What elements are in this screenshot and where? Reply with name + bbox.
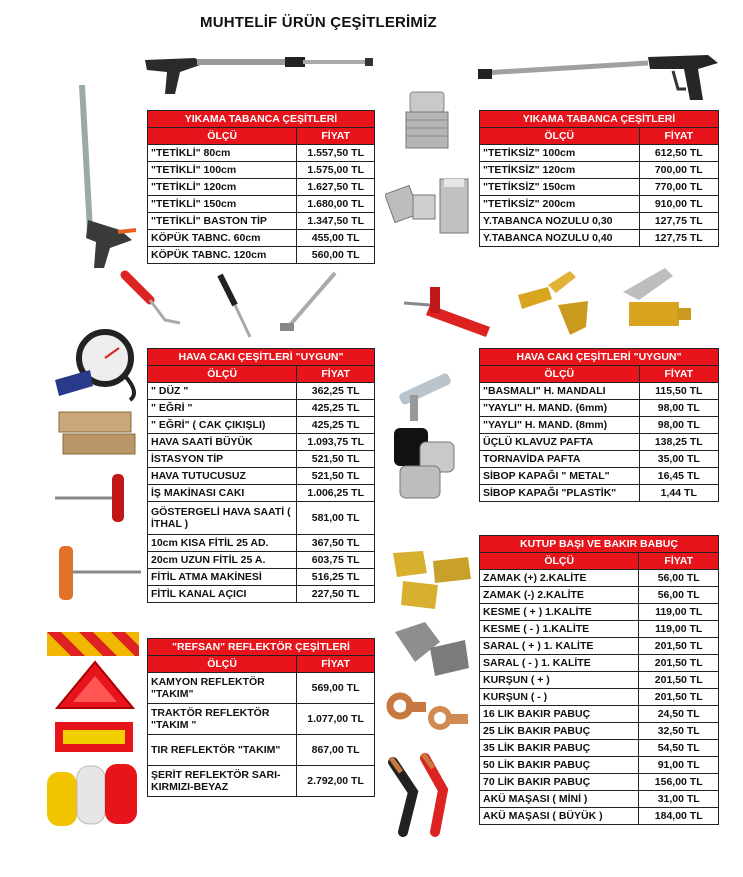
table-title: YIKAMA TABANCA ÇEŞİTLERİ [148, 111, 375, 128]
product-name: "YAYLI" H. MAND. (6mm) [480, 400, 640, 417]
page-title: MUHTELİF ÜRÜN ÇEŞİTLERİMİZ [200, 14, 437, 31]
table-row [148, 196, 375, 213]
product-name: AKÜ MAŞASI ( BÜYÜK ) [480, 808, 639, 825]
product-price: 1,44 TL [639, 485, 718, 502]
product-price: 119,00 TL [639, 604, 719, 621]
table-row [480, 621, 719, 638]
product-price: 16,45 TL [639, 468, 718, 485]
product-price: 127,75 TL [639, 230, 718, 247]
table-row [480, 383, 719, 400]
reflector-icon [47, 632, 142, 658]
table-title: "REFSAN" REFLEKTÖR ÇEŞİTLERİ [148, 639, 375, 656]
product-price: 425,25 TL [297, 417, 375, 434]
product-price: 201,50 TL [639, 638, 719, 655]
product-name: HAVA SAATİ BÜYÜK [148, 434, 297, 451]
product-price: 1.347,50 TL [297, 213, 375, 230]
product-name: "TETİKLİ" 150cm [148, 196, 297, 213]
table-row [148, 535, 375, 552]
product-name: SARAL ( - ) 1. KALİTE [480, 655, 639, 672]
product-price: 31,00 TL [639, 791, 719, 808]
column-header-price: FİYAT [297, 366, 375, 383]
table-row [480, 791, 719, 808]
product-name: "TETİKSİZ" 200cm [480, 196, 640, 213]
product-price: 910,00 TL [639, 196, 718, 213]
product-name: "TETİKSİZ" 150cm [480, 179, 640, 196]
reflective-tape-icon [45, 760, 140, 830]
product-name: HAVA TUTUCUSUZ [148, 468, 297, 485]
product-name: SİBOP KAPAĞI " METAL" [480, 468, 640, 485]
valve-tool-icon [390, 355, 460, 425]
product-name: KURŞUN ( + ) [480, 672, 639, 689]
product-name: 35 LİK BAKIR PABUÇ [480, 740, 639, 757]
air-chuck-price-table [147, 348, 375, 603]
product-price: 560,00 TL [297, 247, 375, 264]
product-price: 1.077,00 TL [297, 704, 375, 735]
product-price: 569,00 TL [297, 673, 375, 704]
table-row [480, 570, 719, 587]
valve-tool-icon [400, 285, 495, 340]
reflector-icon [55, 660, 135, 710]
table-row [480, 400, 719, 417]
product-price: 201,50 TL [639, 672, 719, 689]
insert-tool-icon [50, 470, 140, 525]
insert-tool-icon [55, 540, 145, 602]
product-price: 115,50 TL [639, 383, 718, 400]
product-name: FİTİL KANAL AÇICI [148, 586, 297, 603]
product-price: 156,00 TL [639, 774, 719, 791]
column-header-size: ÖLÇÜ [148, 656, 297, 673]
product-name: İSTASYON TİP [148, 451, 297, 468]
table-row [148, 383, 375, 400]
table-row [480, 179, 719, 196]
product-name: Y.TABANCA NOZULU 0,30 [480, 213, 640, 230]
column-header-size: ÖLÇÜ [480, 553, 639, 570]
table-row [148, 213, 375, 230]
table-row [148, 400, 375, 417]
product-price: 1.627,50 TL [297, 179, 375, 196]
column-header-price: FİYAT [297, 656, 375, 673]
table-row [480, 145, 719, 162]
product-price: 521,50 TL [297, 468, 375, 485]
repair-string-icon [55, 408, 140, 458]
reflector-icon [55, 722, 135, 754]
table-row [480, 638, 719, 655]
product-name: AKÜ MAŞASI ( MİNİ ) [480, 791, 639, 808]
column-header-size: ÖLÇÜ [480, 128, 640, 145]
product-name: TIR REFLEKTÖR "TAKIM" [148, 735, 297, 766]
product-price: 867,00 TL [297, 735, 375, 766]
table-title: HAVA CAKI ÇEŞİTLERİ "UYGUN" [480, 349, 719, 366]
nozzle-icon [385, 175, 480, 245]
product-name: "TETİKLİ" 80cm [148, 145, 297, 162]
table-row [148, 179, 375, 196]
product-name: " DÜZ " [148, 383, 297, 400]
product-name: " EĞRİ " [148, 400, 297, 417]
product-price: 2.792,00 TL [297, 766, 375, 797]
air-chuck-icon [508, 265, 603, 340]
product-price: 521,50 TL [297, 451, 375, 468]
spray-gun-icon [135, 50, 375, 105]
column-header-price: FİYAT [639, 553, 719, 570]
product-price: 32,50 TL [639, 723, 719, 740]
table-row [148, 451, 375, 468]
product-name: TORNAVİDA PAFTA [480, 451, 640, 468]
product-name: KÖPÜK TABNC. 60cm [148, 230, 297, 247]
table-row [148, 704, 375, 735]
product-name: "TETİKLİ" 120cm [148, 179, 297, 196]
wash-gun-triggerless-price-table [479, 110, 719, 247]
product-price: 184,00 TL [639, 808, 719, 825]
table-row [480, 468, 719, 485]
product-name: "TETİKLİ" 100cm [148, 162, 297, 179]
table-title: YIKAMA TABANCA ÇEŞİTLERİ [480, 111, 719, 128]
copper-lug-icon [382, 688, 477, 746]
product-price: 1.093,75 TL [297, 434, 375, 451]
product-price: 35,00 TL [639, 451, 718, 468]
table-row [148, 417, 375, 434]
table-row [480, 230, 719, 247]
reflector-price-table [147, 638, 375, 797]
product-price: 201,50 TL [639, 655, 719, 672]
product-name: " EĞRİ" ( CAK ÇIKIŞLI) [148, 417, 297, 434]
table-row [480, 672, 719, 689]
table-row [148, 434, 375, 451]
wash-gun-price-table [147, 110, 375, 264]
table-row [148, 552, 375, 569]
product-name: Y.TABANCA NOZULU 0,40 [480, 230, 640, 247]
product-price: 1.006,25 TL [297, 485, 375, 502]
tire-inflator-icon [45, 318, 150, 403]
column-header-price: FİYAT [639, 128, 718, 145]
product-name: SİBOP KAPAĞI "PLASTİK" [480, 485, 640, 502]
column-header-size: ÖLÇÜ [148, 128, 297, 145]
product-name: 20cm UZUN FİTİL 25 A. [148, 552, 297, 569]
battery-terminal-price-table [479, 535, 719, 825]
table-row [480, 485, 719, 502]
table-row [480, 808, 719, 825]
product-price: 201,50 TL [639, 689, 719, 706]
battery-terminal-icon [383, 543, 478, 613]
product-name: ÜÇLÜ KLAVUZ PAFTA [480, 434, 640, 451]
product-name: KAMYON REFLEKTÖR "TAKIM" [148, 673, 297, 704]
table-row [480, 162, 719, 179]
product-price: 367,50 TL [297, 535, 375, 552]
product-name: KESME ( + ) 1.KALİTE [480, 604, 639, 621]
table-row [148, 230, 375, 247]
column-header-price: FİYAT [639, 366, 718, 383]
product-name: ZAMAK (+) 2.KALİTE [480, 570, 639, 587]
table-row [148, 735, 375, 766]
product-name: "TETİKSİZ" 100cm [480, 145, 640, 162]
product-price: 56,00 TL [639, 587, 719, 604]
product-name: ŞERİT REFLEKTÖR SARI-KIRMIZI-BEYAZ [148, 766, 297, 797]
battery-terminal-icon [385, 612, 475, 687]
table-row [480, 587, 719, 604]
table-row [480, 689, 719, 706]
table-row [480, 417, 719, 434]
table-row [480, 213, 719, 230]
product-name: KESME ( - ) 1.KALİTE [480, 621, 639, 638]
product-price: 54,50 TL [639, 740, 719, 757]
table-row [148, 766, 375, 797]
column-header-size: ÖLÇÜ [148, 366, 297, 383]
table-row [148, 485, 375, 502]
table-row [148, 673, 375, 704]
table-row [148, 247, 375, 264]
product-name: FİTİL ATMA MAKİNESİ [148, 569, 297, 586]
nozzle-icon [398, 88, 458, 153]
column-header-size: ÖLÇÜ [480, 366, 640, 383]
table-row [480, 757, 719, 774]
spray-lance-icon [60, 80, 140, 270]
product-price: 1.575,00 TL [297, 162, 375, 179]
table-row [480, 655, 719, 672]
product-name: GÖSTERGELİ HAVA SAATİ ( İTHAL ) [148, 502, 297, 535]
product-name: 25 LİK BAKIR PABUÇ [480, 723, 639, 740]
product-price: 603,75 TL [297, 552, 375, 569]
product-price: 119,00 TL [639, 621, 719, 638]
table-title: KUTUP BAŞI VE BAKIR BABUÇ [480, 536, 719, 553]
product-name: SARAL ( + ) 1. KALİTE [480, 638, 639, 655]
product-name: ZAMAK (-) 2.KALİTE [480, 587, 639, 604]
product-name: 50 LİK BAKIR PABUÇ [480, 757, 639, 774]
product-name: "TETİKLİ" BASTON TİP [148, 213, 297, 230]
product-price: 227,50 TL [297, 586, 375, 603]
product-price: 425,25 TL [297, 400, 375, 417]
product-name: KÖPÜK TABNC. 120cm [148, 247, 297, 264]
spray-lance-icon [478, 45, 728, 105]
table-row [480, 604, 719, 621]
product-name: "BASMALI" H. MANDALI [480, 383, 640, 400]
product-price: 127,75 TL [639, 213, 718, 230]
product-price: 700,00 TL [639, 162, 718, 179]
air-chuck-icon [617, 262, 697, 342]
air-accessory-price-table [479, 348, 719, 502]
product-price: 612,50 TL [639, 145, 718, 162]
product-name: 16 LIK BAKIR PABUÇ [480, 706, 639, 723]
table-row [480, 196, 719, 213]
table-row [480, 706, 719, 723]
product-price: 516,25 TL [297, 569, 375, 586]
product-price: 770,00 TL [639, 179, 718, 196]
table-row [148, 162, 375, 179]
product-name: 70 LİK BAKIR PABUÇ [480, 774, 639, 791]
table-row [480, 451, 719, 468]
table-row [480, 434, 719, 451]
table-row [148, 569, 375, 586]
product-price: 455,00 TL [297, 230, 375, 247]
valve-cap-icon [388, 422, 468, 502]
product-price: 1.680,00 TL [297, 196, 375, 213]
table-row [148, 586, 375, 603]
table-row [480, 723, 719, 740]
product-price: 98,00 TL [639, 400, 718, 417]
product-price: 362,25 TL [297, 383, 375, 400]
product-name: TRAKTÖR REFLEKTÖR "TAKIM " [148, 704, 297, 735]
product-name: 10cm KISA FİTİL 25 AD. [148, 535, 297, 552]
column-header-price: FİYAT [297, 128, 375, 145]
product-price: 138,25 TL [639, 434, 718, 451]
product-price: 91,00 TL [639, 757, 719, 774]
product-price: 581,00 TL [297, 502, 375, 535]
table-title: HAVA CAKI ÇEŞİTLERİ "UYGUN" [148, 349, 375, 366]
table-row [148, 145, 375, 162]
product-price: 1.557,50 TL [297, 145, 375, 162]
table-row [148, 468, 375, 485]
product-name: İŞ MAKİNASI CAKI [148, 485, 297, 502]
product-price: 98,00 TL [639, 417, 718, 434]
product-price: 56,00 TL [639, 570, 719, 587]
table-row [480, 740, 719, 757]
table-row [148, 502, 375, 535]
product-name: "YAYLI" H. MAND. (8mm) [480, 417, 640, 434]
product-name: KURŞUN ( - ) [480, 689, 639, 706]
battery-clamp-icon [383, 752, 473, 842]
product-price: 24,50 TL [639, 706, 719, 723]
table-row [480, 774, 719, 791]
product-name: "TETİKSİZ" 120cm [480, 162, 640, 179]
